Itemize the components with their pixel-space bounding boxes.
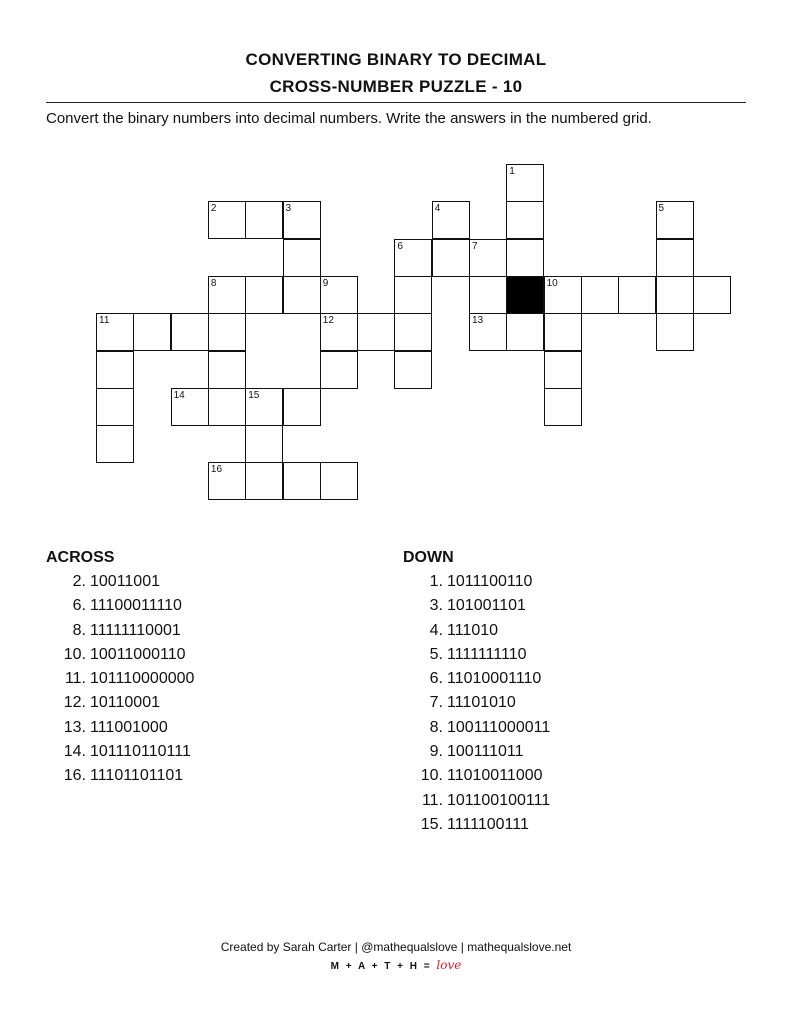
clue-number: 8. <box>429 718 443 736</box>
grid-cell[interactable] <box>245 201 283 239</box>
down-clue <box>397 667 550 691</box>
grid-cell[interactable] <box>208 351 246 389</box>
grid-cell[interactable] <box>394 276 432 314</box>
grid-clue-number: 7 <box>472 240 478 252</box>
grid-cell[interactable] <box>656 201 694 239</box>
grid-cell[interactable] <box>394 351 432 389</box>
title-line-1: CONVERTING BINARY TO DECIMAL <box>245 50 547 69</box>
clue-number: 2. <box>72 573 86 590</box>
grid-cell[interactable] <box>432 239 470 277</box>
clue-number: 10. <box>63 645 86 663</box>
clue-binary-value: 101110110111 <box>90 743 191 761</box>
grid-cell[interactable] <box>245 462 283 500</box>
clue-binary-value: 1111100111 <box>447 815 529 833</box>
logo-text: M + A + T + H = <box>330 961 432 972</box>
clue-binary-value: 101001101 <box>447 597 526 615</box>
grid-clue-number: 15 <box>248 389 260 401</box>
grid-cell[interactable] <box>283 462 321 500</box>
clue-binary-value: 101110000000 <box>90 670 195 688</box>
clue-number: 6. <box>429 670 443 688</box>
clue-binary-value: 10011001 <box>90 573 160 590</box>
grid-cell[interactable] <box>506 201 544 239</box>
clue-number: 6. <box>72 597 86 615</box>
grid-cell[interactable] <box>469 239 507 277</box>
across-clue <box>40 764 194 788</box>
grid-cell[interactable] <box>394 313 432 351</box>
clue-binary-value: 111001000 <box>90 718 168 736</box>
grid-cell[interactable] <box>581 276 619 314</box>
clue-binary-value: 11101010 <box>447 694 516 712</box>
grid-cell[interactable] <box>96 351 134 389</box>
clue-number: 16. <box>63 767 86 785</box>
down-clue <box>397 813 550 837</box>
clue-number: 11. <box>64 670 86 688</box>
grid-clue-number: 4 <box>434 203 441 215</box>
clue-binary-value: 1011100110 <box>447 573 533 590</box>
across-clue <box>40 594 194 618</box>
grid-clue-number: 12 <box>322 315 334 327</box>
grid-cell-black <box>506 276 544 314</box>
clue-number: 15. <box>420 815 443 833</box>
footer-logo <box>0 958 792 972</box>
down-clue <box>397 570 550 594</box>
clue-binary-value: 101100100111 <box>447 791 551 809</box>
grid-cell[interactable] <box>469 313 507 351</box>
grid-cell[interactable] <box>171 313 209 351</box>
grid-cell[interactable] <box>320 462 358 500</box>
down-clue <box>397 716 550 740</box>
grid-cell[interactable] <box>432 201 470 239</box>
clue-binary-value: 111010 <box>447 621 499 639</box>
grid-cell[interactable] <box>320 351 358 389</box>
grid-clue-number: 16 <box>210 464 223 476</box>
header-divider <box>46 102 746 103</box>
logo-love: love <box>436 958 462 972</box>
down-clue <box>397 789 550 813</box>
clue-number: 4. <box>429 621 443 639</box>
clue-binary-value: 11010011000 <box>447 767 543 785</box>
grid-cell[interactable] <box>245 425 283 463</box>
grid-cell[interactable] <box>656 276 694 314</box>
down-clue <box>397 691 550 715</box>
clue-binary-value: 10110001 <box>90 694 160 712</box>
grid-cell[interactable] <box>544 276 582 314</box>
clue-number: 7. <box>429 694 443 712</box>
grid-clue-number: 6 <box>397 240 403 252</box>
clue-binary-value: 11111110001 <box>90 621 181 639</box>
across-clue <box>40 570 194 594</box>
down-clue <box>397 619 550 643</box>
grid-clue-number: 5 <box>658 203 665 215</box>
clue-number: 1. <box>429 573 443 590</box>
grid-cell[interactable] <box>544 388 582 426</box>
clue-binary-value: 10011000110 <box>90 645 186 663</box>
across-clue <box>40 619 194 643</box>
down-clue-list <box>397 570 550 837</box>
grid-clue-number: 8 <box>210 277 217 289</box>
grid-cell[interactable] <box>283 388 321 426</box>
title-line-2: CROSS-NUMBER PUZZLE - 10 <box>269 77 523 96</box>
across-clue <box>40 691 194 715</box>
clue-number: 11. <box>421 791 443 809</box>
grid-cell[interactable] <box>96 425 134 463</box>
down-clue <box>397 643 550 667</box>
grid-cell[interactable] <box>245 388 283 426</box>
grid-cell[interactable] <box>283 276 321 314</box>
grid-cell[interactable] <box>320 276 358 314</box>
across-clue <box>40 667 194 691</box>
grid-cell[interactable] <box>283 239 321 277</box>
clue-number: 8. <box>72 621 86 639</box>
grid-cell[interactable] <box>208 388 246 426</box>
grid-cell[interactable] <box>469 276 507 314</box>
across-clue-list <box>40 570 194 789</box>
grid-cell[interactable] <box>171 388 209 426</box>
footer-credit: Created by Sarah Carter | @mathequalslove | mathequalslove.net <box>220 940 572 954</box>
grid-cell[interactable] <box>506 164 544 202</box>
grid-clue-number: 13 <box>472 315 484 327</box>
grid-cell[interactable] <box>283 201 321 239</box>
grid-cell[interactable] <box>656 239 694 277</box>
down-clue <box>397 740 550 764</box>
grid-clue-number: 3 <box>285 203 292 215</box>
grid-clue-number: 2 <box>210 203 217 215</box>
clue-number: 9. <box>429 743 443 761</box>
down-clue <box>397 594 550 618</box>
grid-cell[interactable] <box>133 313 171 351</box>
grid-clue-number: 9 <box>322 277 329 289</box>
down-heading: DOWN <box>403 549 454 566</box>
clue-binary-value: 11101101101 <box>90 767 184 785</box>
grid-clue-number: 10 <box>546 277 558 289</box>
grid-cell[interactable] <box>618 276 656 314</box>
clue-number: 13. <box>63 718 86 736</box>
grid-clue-number: 14 <box>173 389 185 401</box>
grid-cell[interactable] <box>656 313 694 351</box>
clue-number: 14. <box>63 743 86 761</box>
grid-cell[interactable] <box>96 313 134 351</box>
grid-cell[interactable] <box>208 201 246 239</box>
clue-binary-value: 1111111110 <box>447 645 527 663</box>
grid-cell[interactable] <box>394 239 432 277</box>
clue-number: 3. <box>429 597 443 615</box>
clue-number: 10. <box>420 767 443 785</box>
grid-cell[interactable] <box>544 313 582 351</box>
across-clue <box>40 643 194 667</box>
grid-cell[interactable] <box>357 313 395 351</box>
grid-cell[interactable] <box>245 276 283 314</box>
across-heading: ACROSS <box>46 549 115 566</box>
grid-clue-number: 1 <box>509 166 515 177</box>
clue-binary-value: 100111000011 <box>447 718 551 736</box>
grid-cell[interactable] <box>208 313 246 351</box>
instructions: Convert the binary numbers into decimal numbers. Write the answers in the numbered grid. <box>46 110 652 127</box>
grid-cell[interactable] <box>506 313 544 351</box>
across-clue <box>40 740 194 764</box>
grid-cell[interactable] <box>506 239 544 277</box>
grid-cell[interactable] <box>320 313 358 351</box>
grid-clue-number: 11 <box>99 315 110 327</box>
across-clue <box>40 716 194 740</box>
clue-number: 12. <box>63 694 86 712</box>
grid-cell[interactable] <box>96 388 134 426</box>
clue-number: 5. <box>429 645 443 663</box>
clue-binary-value: 11010001110 <box>447 670 542 688</box>
grid-cell[interactable] <box>208 462 246 500</box>
clue-binary-value: 100111011 <box>447 743 524 761</box>
clue-binary-value: 11100011110 <box>90 597 182 615</box>
grid-cell[interactable] <box>208 276 246 314</box>
grid-cell[interactable] <box>693 276 731 314</box>
down-clue <box>397 764 550 788</box>
grid-cell[interactable] <box>544 351 582 389</box>
